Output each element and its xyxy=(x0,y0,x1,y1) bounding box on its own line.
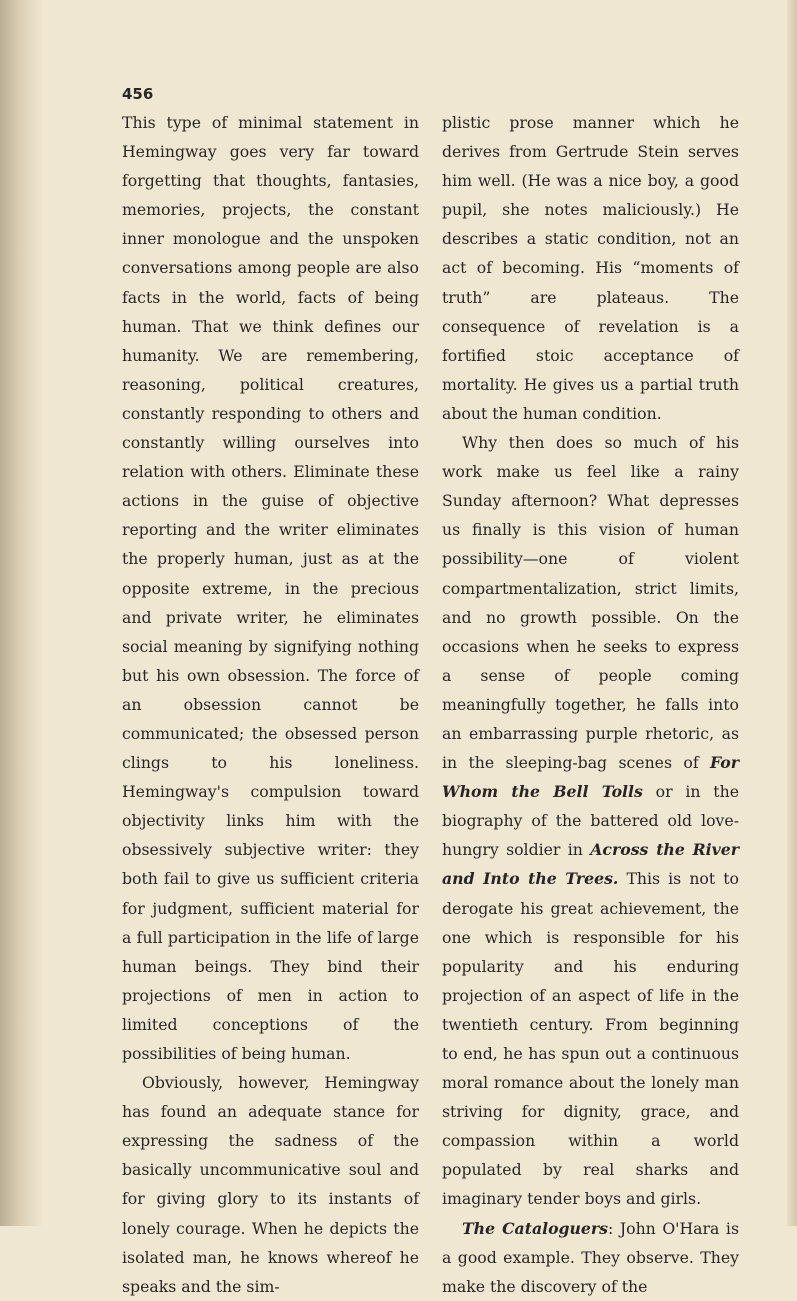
paragraph-text: or in the biography of the battered old love-hungry soldier in xyxy=(442,782,739,860)
left-column xyxy=(122,108,419,1301)
book-title-for-whom-the-bell-tolls: For Whom the Bell Tolls xyxy=(442,753,739,802)
right-paragraph-2 xyxy=(442,428,739,1214)
left-paragraph-1: This type of minimal statement in Hemingway goes very far toward forgetting that thoughts, fantasies, memories, projects, the constant inner monologue and the unspoken conversations among people are also facts in the world, facts of being human. That we think defines our humanity. We are remembering, reasoning, political creatures, constantly responding to others and constantly willing ourselves into relation with others. Eliminate these actions in the guise of objective reporting and the writer eliminates the properly human, just as at the opposite extreme, in the precious and private writer, he eliminates social meaning by signifying nothing but his own obsession. The force of an obsession cannot be communicated; the obsessed person clings to his loneliness. Hemingway's compulsion toward objectivity links him with the obsessively subjective writer: they both fail to give us sufficient criteria for judgment, sufficient material for a full participation in the life of large human beings. They bind their projections of men in action to limited conceptions of the possibilities of being human. xyxy=(122,113,419,1063)
book-title-across-the-river: Across the River and Into the Trees. xyxy=(442,840,740,889)
paragraph-text: : John O'Hara is a good example. They observe. They make the discovery of the xyxy=(442,1218,739,1296)
paragraph-text: This is not to derogate his great achievement, the one which is responsible for his popularity and his enduring projection of an aspect of life in the twentieth century. From beginning to end, he has spun out a continuous moral romance about the lonely man striving for dignity, grace, and compassion within a world populated by real sharks and imaginary tender boys and girls. xyxy=(442,869,740,1209)
page-number: 456 xyxy=(122,85,154,103)
left-paragraph-2: Obviously, however, Hemingway has found an adequate stance for expressing the sadness of the basically uncommunicative soul and for giving glory to its instants of lonely courage. When he depicts the isolated man, he knows whereof he speaks and the sim- xyxy=(122,1073,419,1296)
right-paragraph-1: plistic prose manner which he derives from Gertrude Stein serves him well. (He was a nice boy, a good pupil, she notes maliciously.) He describes a static condition, not an act of becoming. His “moments of truth” are plateaus. The consequence of revelation is a fortified stoic acceptance of mortality. He gives us a partial truth about the human condition. xyxy=(442,113,739,423)
paragraph-text: Why then does so much of his work make us feel like a rainy Sunday afternoon? What depresses us finally is this vision of human possibility—one of violent compartmentalization, strict limits, and no growth possible. On the occasions when he seeks to express a sense of people coming meaningfully together, he falls into an embarrassing purple rhetoric, as in the sleeping-bag scenes of xyxy=(442,433,739,773)
right-column xyxy=(442,108,739,1301)
right-paragraph-3 xyxy=(442,1214,739,1301)
section-heading-cataloguers: The Cataloguers xyxy=(462,1218,609,1238)
